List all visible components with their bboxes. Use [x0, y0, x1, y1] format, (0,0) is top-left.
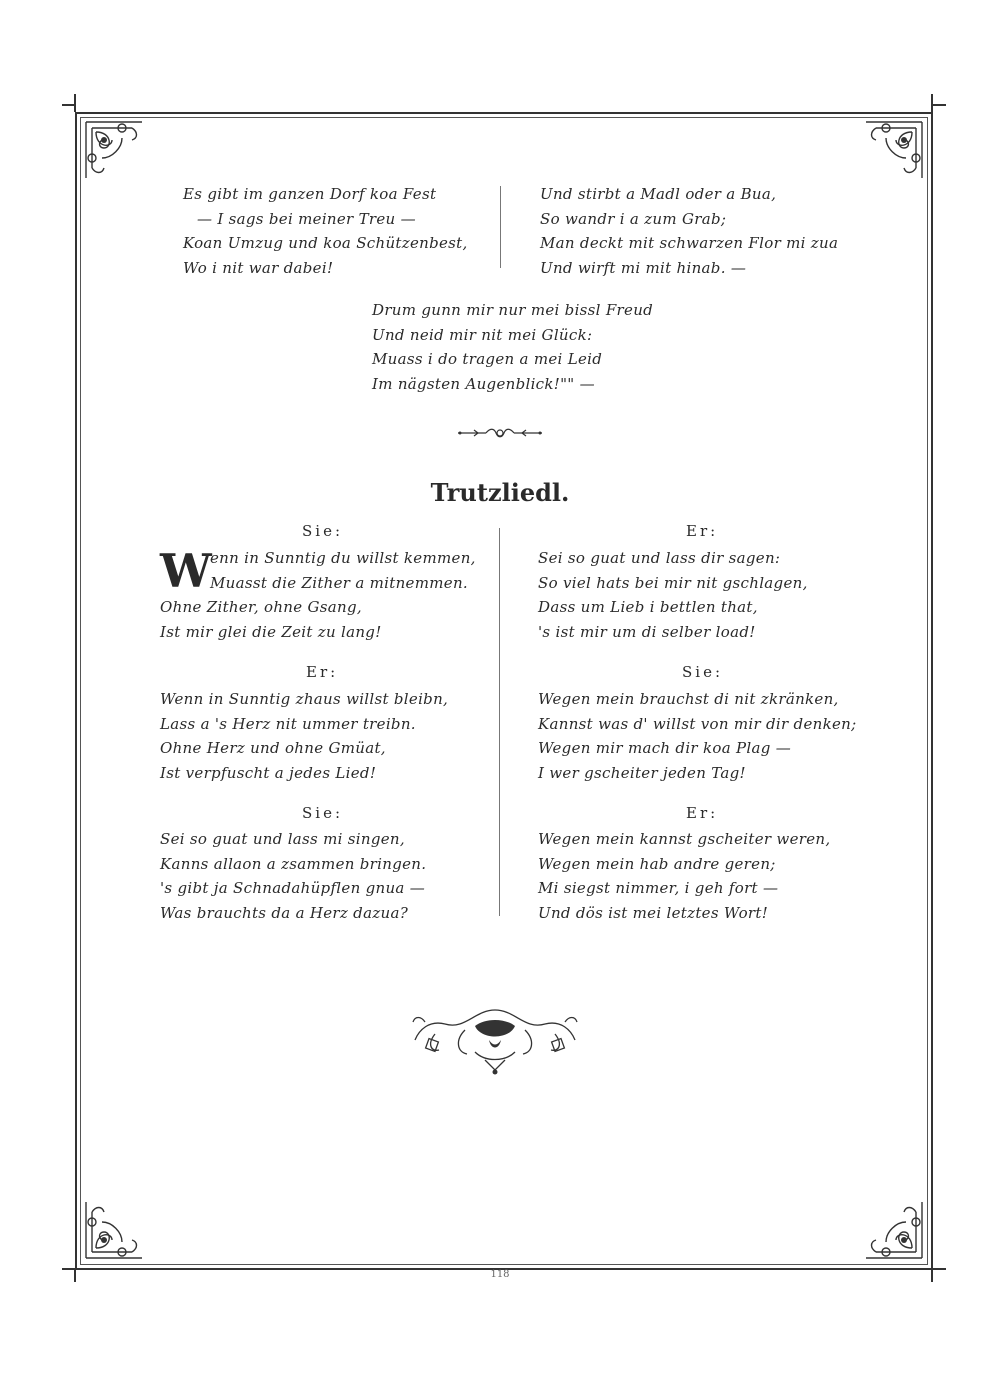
verse-line: Drum gunn mir nur mei bissl Freud — [372, 301, 654, 319]
verse-line: Mi siegst nimmer, i geh fort — — [538, 879, 779, 897]
verse-line: Wenn in Sunntig zhaus willst bleibn, — [160, 690, 449, 708]
verse-line: Sei so guat und lass mi singen, — [160, 830, 405, 848]
right-stanza-2 — [538, 687, 856, 785]
verse-line: Ohne Zither, ohne Gsang, — [160, 598, 362, 616]
left-stanza-1 — [160, 546, 476, 644]
verse-line: Im nägsten Augenblick!"" — — [372, 374, 595, 393]
column-divider — [500, 186, 501, 268]
speaker-label: Er: — [306, 663, 339, 681]
verse-line: Wegen mein brauchst di nit zkränken, — [538, 690, 839, 708]
verse-line: Wegen mein hab andre geren; — [538, 854, 776, 873]
verse-line: Man deckt mit schwarzen Flor mi zua — [540, 234, 839, 252]
corner-tick — [932, 104, 946, 106]
floral-tailpiece-icon — [405, 1000, 585, 1080]
left-stanza-2 — [160, 687, 448, 785]
verse-line: Wegen mir mach dir koa Plag — — [538, 739, 792, 757]
verse-line: — I sags bei meiner Treu — — [197, 209, 416, 228]
left-stanza-3 — [160, 827, 426, 925]
flourish-divider-icon — [456, 426, 544, 440]
verse-line: Was brauchts da a Herz dazua? — [160, 903, 409, 922]
verse-line: Dass um Lieb i bettlen that, — [538, 598, 758, 616]
corner-tick — [931, 94, 933, 112]
verse-line: enn in Sunntig du willst kemmen, — [210, 549, 476, 567]
verse-line: Wo i nit war dabei! — [183, 258, 334, 277]
verse-line: Sei so guat und lass dir sagen: — [538, 549, 781, 567]
speaker-label: Sie: — [302, 522, 344, 540]
verse-line: So wandr i a zum Grab; — [540, 209, 727, 228]
top-right-stanza — [540, 182, 838, 280]
top-center-stanza — [372, 298, 653, 396]
speaker-label: Er: — [686, 522, 719, 540]
verse-line: Lass a 's Herz nit ummer treibn. — [160, 714, 416, 733]
right-stanza-3 — [538, 827, 830, 925]
verse-line: Muass i do tragen a mei Leid — [372, 350, 603, 368]
verse-line: Und wirft mi mit hinab. — — [540, 258, 747, 277]
ornamental-corner-icon — [856, 118, 926, 188]
column-divider — [499, 528, 500, 916]
ornamental-corner-icon — [82, 1192, 152, 1262]
verse-line: Kannst was d' willst von mir dir denken; — [538, 714, 857, 733]
verse-line: Ist mir glei die Zeit zu lang! — [160, 622, 382, 641]
ornamental-corner-icon — [856, 1192, 926, 1262]
ornamental-corner-icon — [82, 118, 152, 188]
corner-tick — [74, 94, 76, 112]
verse-line: Und neid mir nit mei Glück: — [372, 325, 593, 344]
verse-line: Und stirbt a Madl oder a Bua, — [540, 185, 777, 203]
verse-line: Muasst die Zither a mitnemmen. — [210, 573, 468, 592]
verse-line: Ohne Herz und ohne Gmüat, — [160, 739, 386, 757]
speaker-label: Er: — [686, 804, 719, 822]
verse-line: Ist verpfuscht a jedes Lied! — [160, 763, 377, 782]
verse-line: 's gibt ja Schnadahüpflen gnua — — [160, 879, 426, 897]
speaker-label: Sie: — [682, 663, 724, 681]
top-left-stanza — [183, 182, 468, 280]
verse-line: Kanns allaon a zsammen bringen. — [160, 854, 427, 873]
verse-line: So viel hats bei mir nit gschlagen, — [538, 573, 808, 592]
page-number: 118 — [490, 1269, 510, 1280]
verse-line: Koan Umzug und koa Schützenbest, — [183, 234, 468, 252]
right-stanza-1 — [538, 546, 808, 644]
verse-line: Wegen mein kannst gscheiter weren, — [538, 830, 831, 848]
verse-line: 's ist mir um di selber load! — [538, 622, 756, 641]
verse-line: Und dös ist mei letztes Wort! — [538, 903, 769, 922]
speaker-label: Sie: — [302, 804, 344, 822]
drop-cap: W — [160, 544, 212, 598]
verse-line: I wer gscheiter jeden Tag! — [538, 763, 746, 782]
poem-title: Trutzliedl. — [430, 478, 570, 507]
verse-line: Es gibt im ganzen Dorf koa Fest — [183, 185, 437, 203]
